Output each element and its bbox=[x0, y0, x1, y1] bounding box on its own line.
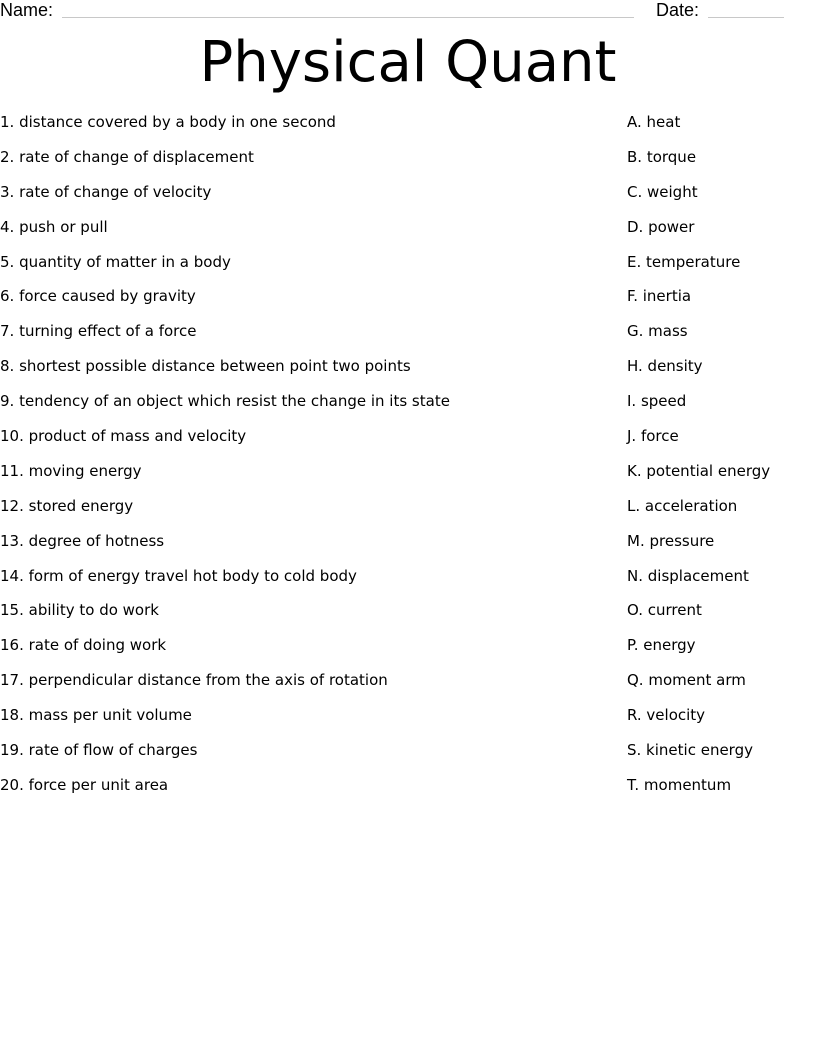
clue-item: 14. form of energy travel hot body to cold body bbox=[0, 566, 357, 585]
answer-item: S. kinetic energy bbox=[627, 741, 753, 760]
clue-item: 1. distance covered by a body in one second bbox=[0, 113, 336, 131]
answer-list bbox=[627, 110, 816, 808]
clue-item: 16. rate of doing work bbox=[0, 636, 167, 655]
clue-list bbox=[0, 110, 600, 808]
clue-item: 5. quantity of matter in a body bbox=[0, 252, 231, 271]
page-title: Physical Quant bbox=[199, 30, 617, 95]
clue-item: 15. ability to do work bbox=[0, 601, 159, 620]
name-field[interactable] bbox=[62, 17, 634, 18]
answer-item: J. force bbox=[627, 427, 679, 446]
answer-item: Q. moment arm bbox=[627, 671, 746, 690]
answer-item: P. energy bbox=[627, 636, 696, 655]
clue-item: 13. degree of hotness bbox=[0, 531, 165, 550]
clue-item: 17. perpendicular distance from the axis of rotation bbox=[0, 671, 388, 690]
date-label: Date: bbox=[656, 0, 700, 20]
answer-item: F. inertia bbox=[627, 287, 692, 306]
clue-item: 12. stored energy bbox=[0, 496, 134, 515]
answer-item: R. velocity bbox=[627, 706, 706, 725]
answer-item: T. momentum bbox=[627, 775, 732, 794]
clue-item: 9. tendency of an object which resist the change in its state bbox=[0, 392, 450, 411]
date-field[interactable] bbox=[708, 17, 784, 18]
clue-item: 11. moving energy bbox=[0, 461, 142, 480]
clue-item: 10. product of mass and velocity bbox=[0, 427, 247, 446]
name-label: Name: bbox=[0, 0, 54, 20]
answer-item: M. pressure bbox=[627, 531, 715, 550]
answer-item: G. mass bbox=[627, 322, 688, 341]
answer-item: N. displacement bbox=[627, 566, 749, 585]
clue-item: 18. mass per unit volume bbox=[0, 706, 192, 725]
answer-item: K. potential energy bbox=[627, 461, 771, 480]
worksheet-header bbox=[0, 0, 816, 24]
clue-item: 6. force caused by gravity bbox=[0, 287, 196, 306]
answer-item: A. heat bbox=[627, 113, 681, 131]
answer-item: O. current bbox=[627, 601, 702, 620]
clue-item: 3. rate of change of velocity bbox=[0, 182, 212, 201]
clue-item: 2. rate of change of displacement bbox=[0, 147, 254, 166]
answer-item: L. acceleration bbox=[627, 496, 738, 515]
answer-item: I. speed bbox=[627, 392, 687, 411]
clue-item: 20. force per unit area bbox=[0, 775, 169, 794]
answer-item: H. density bbox=[627, 357, 703, 376]
answer-item: D. power bbox=[627, 217, 695, 236]
answer-item: E. temperature bbox=[627, 252, 741, 271]
clue-item: 8. shortest possible distance between point two points bbox=[0, 357, 411, 376]
clue-item: 7. turning effect of a force bbox=[0, 322, 197, 341]
clue-item: 19. rate of flow of charges bbox=[0, 741, 198, 760]
answer-item: C. weight bbox=[627, 182, 698, 201]
answer-item: B. torque bbox=[627, 147, 697, 166]
clue-item: 4. push or pull bbox=[0, 217, 108, 236]
